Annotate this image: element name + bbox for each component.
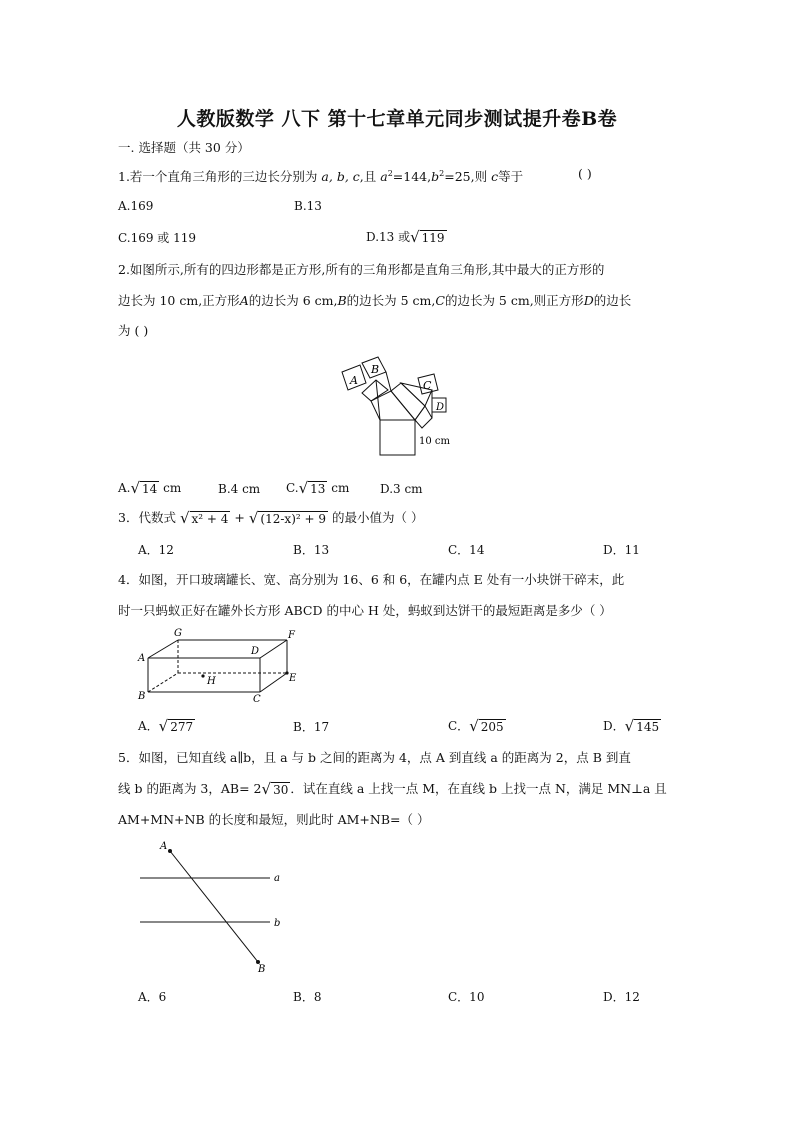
q1-option-d	[366, 229, 447, 246]
q2-var-b: B	[337, 293, 347, 308]
q4-box-figure	[134, 626, 304, 706]
question-2-line-3: 为 ( )	[118, 323, 149, 338]
q2-text: 边长为 10 cm,正方形	[118, 293, 240, 308]
q2-option-a-unit: cm	[163, 481, 182, 495]
radicand: (12-x)² + 9	[260, 512, 327, 526]
question-5-line-1: 5．如图，已知直线 a∥b，且 a 与 b 之间的距离为 4，点 A 到直线 a 的距离为 2，点 B 到直	[118, 750, 631, 765]
q3-option-a: A．12	[138, 543, 174, 557]
label-b: B	[138, 691, 146, 702]
q5-option-d: D．12	[603, 990, 640, 1004]
section-heading: 一. 选择题（共 30 分）	[118, 140, 250, 155]
q1-suffix: 等于	[498, 169, 524, 185]
radical	[180, 510, 230, 527]
q5-text: ．试在直线 a 上找一点 M，在直线 b 上找一点 N，满足 MN⊥a 且	[290, 781, 667, 796]
question-3-stem	[118, 510, 423, 527]
q2-option-b: B.4 cm	[218, 482, 261, 496]
radical	[625, 718, 661, 735]
q1-eq-a-val: =144,	[392, 169, 432, 185]
segment-ab	[170, 851, 258, 962]
q5-text: 线 b 的距离为 3，AB= 2	[118, 781, 262, 796]
q3-option-d: D．11	[603, 543, 640, 557]
radical	[130, 480, 159, 497]
radical	[469, 718, 505, 735]
label-a: A	[160, 841, 168, 852]
q4-option-c-prefix: C．	[448, 719, 470, 733]
label-line-b: b	[274, 918, 281, 929]
radical	[410, 229, 446, 246]
q1-option-d-prefix: D.13 或	[366, 230, 411, 244]
radicand: 119	[421, 231, 445, 245]
q4-option-d-prefix: D．	[603, 719, 625, 733]
right-square-right	[415, 406, 432, 428]
q2-var-c: C	[435, 293, 445, 308]
q2-var-a: A	[239, 293, 249, 308]
radical-sign: √	[410, 228, 420, 246]
label-f: F	[288, 630, 295, 641]
question-4-line-2: 时一只蚂蚁正好在罐外长方形 ABCD 的中心 H 处，蚂蚁到达饼干的最短距离是多少（ ）	[118, 603, 612, 618]
q2-text: 的边长为 5 cm,	[346, 293, 436, 308]
page-title: 人教版数学 八下 第十七章单元同步测试提升卷B卷	[176, 108, 618, 130]
largest-square	[380, 420, 415, 455]
q2-text: 的边长为 6 cm,	[248, 293, 338, 308]
q3-option-c: C．14	[448, 543, 485, 557]
radical-sign: √	[158, 717, 169, 735]
q2-text: 的边长为 5 cm,则正方形	[444, 293, 584, 308]
label-c: C	[423, 379, 432, 392]
label-g: G	[174, 628, 182, 639]
label-d: D	[251, 646, 260, 657]
q2-option-c	[286, 480, 349, 497]
radicand: 205	[480, 720, 504, 734]
radicand: x² + 4	[191, 512, 229, 526]
radical-sign: √	[469, 717, 479, 735]
question-2-line-2	[118, 293, 631, 309]
q5-option-c: C．10	[448, 990, 485, 1004]
label-c: C	[253, 694, 261, 705]
q2-var-d: D	[583, 293, 594, 308]
radical	[299, 480, 328, 497]
label-b: B	[258, 964, 266, 975]
radicand: 13	[310, 482, 326, 496]
radicand: 14	[142, 482, 158, 496]
radical	[159, 718, 195, 735]
point-h	[201, 674, 204, 677]
question-1-stem	[118, 166, 523, 185]
q1-option-c: C.169 或 119	[118, 231, 197, 245]
label-h: H	[207, 676, 216, 687]
question-2-line-1: 2.如图所示,所有的四边形都是正方形,所有的三角形都是直角三角形,其中最大的正方形的	[118, 262, 605, 277]
radical-sign: √	[298, 479, 309, 497]
label-d: D	[436, 402, 445, 413]
radical-sign: √	[248, 509, 259, 527]
radical	[249, 510, 328, 527]
q3-prefix: 3．代数式	[118, 510, 176, 525]
label-b: B	[371, 363, 380, 376]
label-line-a: a	[274, 873, 280, 884]
q4-option-c	[448, 718, 506, 735]
label-a: A	[350, 374, 358, 387]
radical	[262, 781, 291, 798]
q5-lines-figure	[134, 836, 294, 976]
q1-option-b: B.13	[294, 199, 322, 213]
q1-prefix: 1.若一个直角三角形的三边长分别为	[118, 169, 318, 185]
q2-text: 的边长	[593, 293, 632, 308]
radical-sign: √	[624, 717, 635, 735]
q1-eq-b-exp: 2	[439, 169, 445, 178]
radical-sign: √	[261, 780, 272, 798]
q4-option-b: B．17	[293, 720, 330, 734]
radicand: 30	[273, 783, 289, 797]
q2-option-a	[118, 480, 181, 497]
q3-suffix: 的最小值为（ ）	[332, 510, 424, 525]
radicand: 277	[170, 720, 194, 734]
question-5-line-2	[118, 781, 667, 798]
q5-option-a: A．6	[138, 990, 167, 1004]
q3-option-b: B．13	[293, 543, 330, 557]
q1-eq-a: a	[380, 169, 388, 185]
q1-option-a: A.169	[118, 199, 154, 213]
q1-eq-a-exp: 2	[387, 169, 393, 178]
radical-sign: √	[179, 509, 190, 527]
q2-option-c-prefix: C.	[286, 481, 299, 495]
radicand: 145	[636, 720, 660, 734]
question-4-line-1: 4．如图，开口玻璃罐长、宽、高分别为 16、6 和 6，在罐内点 E 处有一小块饼干碎末，此	[118, 572, 625, 587]
label-a: A	[138, 653, 146, 664]
point-a	[168, 849, 172, 853]
q3-plus: +	[234, 510, 245, 525]
q1-vars: a, b, c	[321, 169, 360, 185]
label-size: 10 cm	[419, 436, 450, 447]
q5-option-b: B．8	[293, 990, 322, 1004]
label-e: E	[289, 673, 297, 684]
q1-mid: ,且	[359, 169, 377, 185]
q2-option-a-prefix: A.	[118, 481, 131, 495]
q4-option-a	[138, 718, 195, 735]
q2-option-c-unit: cm	[331, 481, 350, 495]
q1-eq-b-val: =25,则	[444, 169, 488, 185]
q2-option-d: D.3 cm	[380, 482, 423, 496]
q1-answer-paren: ( )	[578, 166, 592, 181]
q2-pythagoras-figure	[335, 355, 465, 461]
question-5-line-3: AM+MN+NB 的长度和最短，则此时 AM+NB=（ ）	[118, 812, 430, 827]
q1-var-c: c	[491, 169, 499, 185]
radical-sign: √	[130, 479, 141, 497]
q4-option-a-prefix: A．	[138, 719, 159, 733]
q1-eq-b: b	[431, 169, 440, 185]
q4-option-d	[603, 718, 661, 735]
